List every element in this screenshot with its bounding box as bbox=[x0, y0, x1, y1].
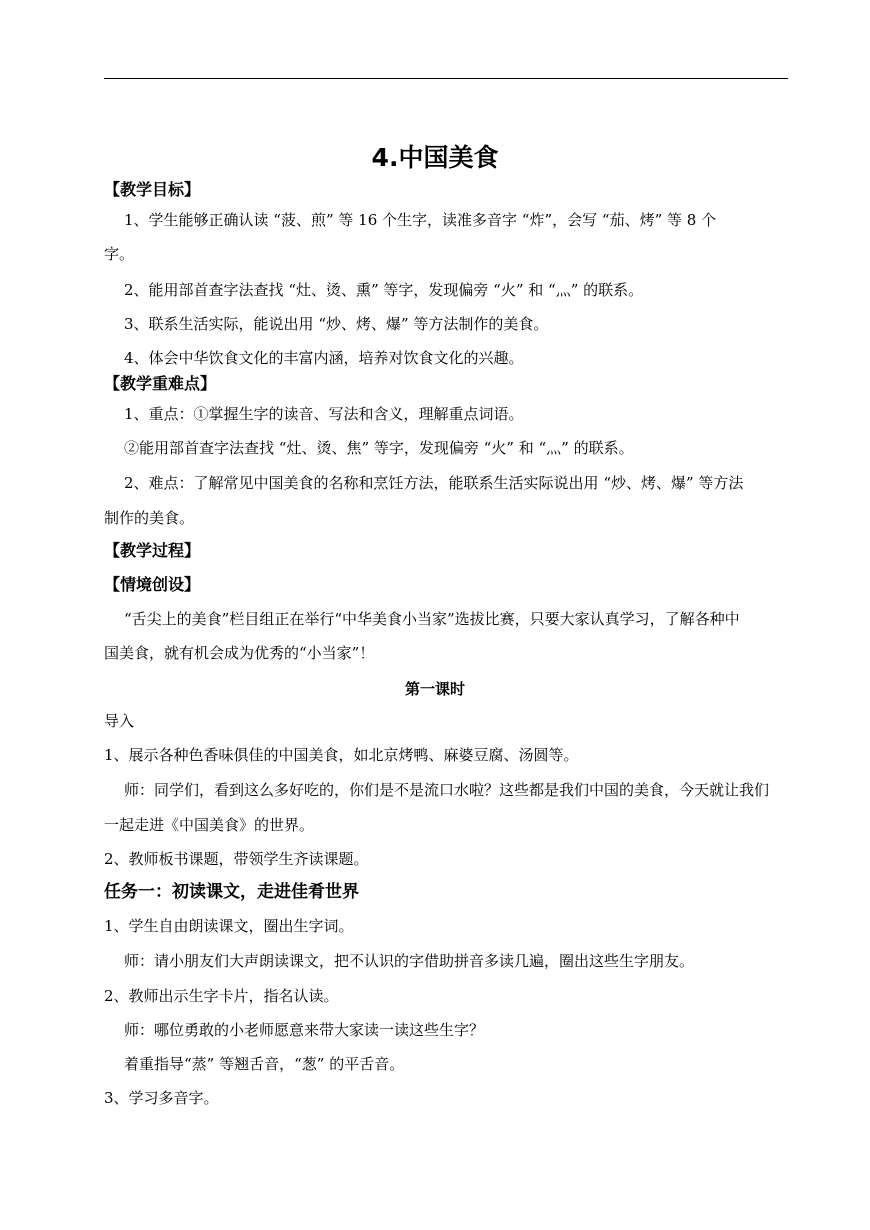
paragraph-line: 着重指导“蒸” 等翘舌音，“葱” 的平舌音。 bbox=[124, 1055, 405, 1073]
paragraph-line: 1、学生自由朗读课文，圈出生字词。 bbox=[104, 917, 354, 935]
paragraph-line: 导入 bbox=[104, 712, 135, 730]
paragraph-line: 2、教师出示生字卡片，指名认读。 bbox=[104, 987, 339, 1005]
paragraph-line: 4、体会中华饮食文化的丰富内涵，培养对饮食文化的兴趣。 bbox=[124, 349, 524, 367]
paragraph-line: 一起走进《中国美食》的世界。 bbox=[104, 816, 315, 834]
paragraph-line: 3、学习多音字。 bbox=[104, 1089, 219, 1107]
paragraph-line: “舌尖上的美食”栏目组正在举行“中华美食小当家”选拔比赛，只要大家认真学习，了解各种中 bbox=[124, 610, 740, 628]
section-heading: 【教学目标】 bbox=[104, 180, 201, 199]
paragraph-line: 1、重点：①掌握生字的读音、写法和含义，理解重点词语。 bbox=[124, 405, 524, 423]
section-heading: 【教学重难点】 bbox=[104, 374, 217, 393]
lesson-heading: 第一课时 bbox=[404, 680, 465, 698]
section-heading: 【情境创设】 bbox=[104, 575, 201, 594]
paragraph-line: 字。 bbox=[104, 245, 135, 263]
paragraph-line: 2、能用部首查字法查找 “灶、烫、熏” 等字，发现偏旁 “火” 和 “灬” 的联系。 bbox=[124, 281, 644, 299]
header-rule bbox=[104, 78, 788, 79]
paragraph-line: 2、教师板书课题，带领学生齐读课题。 bbox=[104, 850, 369, 868]
page-title: 4.中国美食 bbox=[371, 143, 499, 172]
paragraph-line: 制作的美食。 bbox=[104, 509, 195, 527]
paragraph-line: 1、学生能够正确认读 “菠、煎” 等 16 个生字，读准多音字 “炸”，会写 “茄、烤” 等 8 个 bbox=[124, 211, 717, 229]
paragraph-line: 1、展示各种色香味俱佳的中国美食，如北京烤鸭、麻婆豆腐、汤圆等。 bbox=[104, 746, 579, 764]
paragraph-line: 国美食，就有机会成为优秀的“小当家”！ bbox=[104, 644, 375, 662]
paragraph-line: ②能用部首查字法查找 “灶、烫、焦” 等字，发现偏旁 “火” 和 “灬” 的联系。 bbox=[124, 439, 634, 457]
paragraph-line: 2、难点：了解常见中国美食的名称和烹饪方法，能联系生活实际说出用 “炒、烤、爆” 等方法 bbox=[124, 474, 744, 492]
paragraph-line: 师：请小朋友们大声朗读课文，把不认识的字借助拼音多读几遍，圈出这些生字朋友。 bbox=[124, 952, 695, 970]
section-heading: 【教学过程】 bbox=[104, 541, 201, 560]
paragraph-line: 师：同学们，看到这么多好吃的，你们是不是流口水啦？这些都是我们中国的美食，今天就让我们 bbox=[124, 781, 770, 799]
paragraph-line: 师：哪位勇敢的小老师愿意来带大家读一读这些生字？ bbox=[124, 1021, 485, 1039]
task-heading: 任务一：初读课文，走进佳肴世界 bbox=[104, 882, 359, 902]
paragraph-line: 3、联系生活实际，能说出用 “炒、烤、爆” 等方法制作的美食。 bbox=[124, 315, 549, 333]
